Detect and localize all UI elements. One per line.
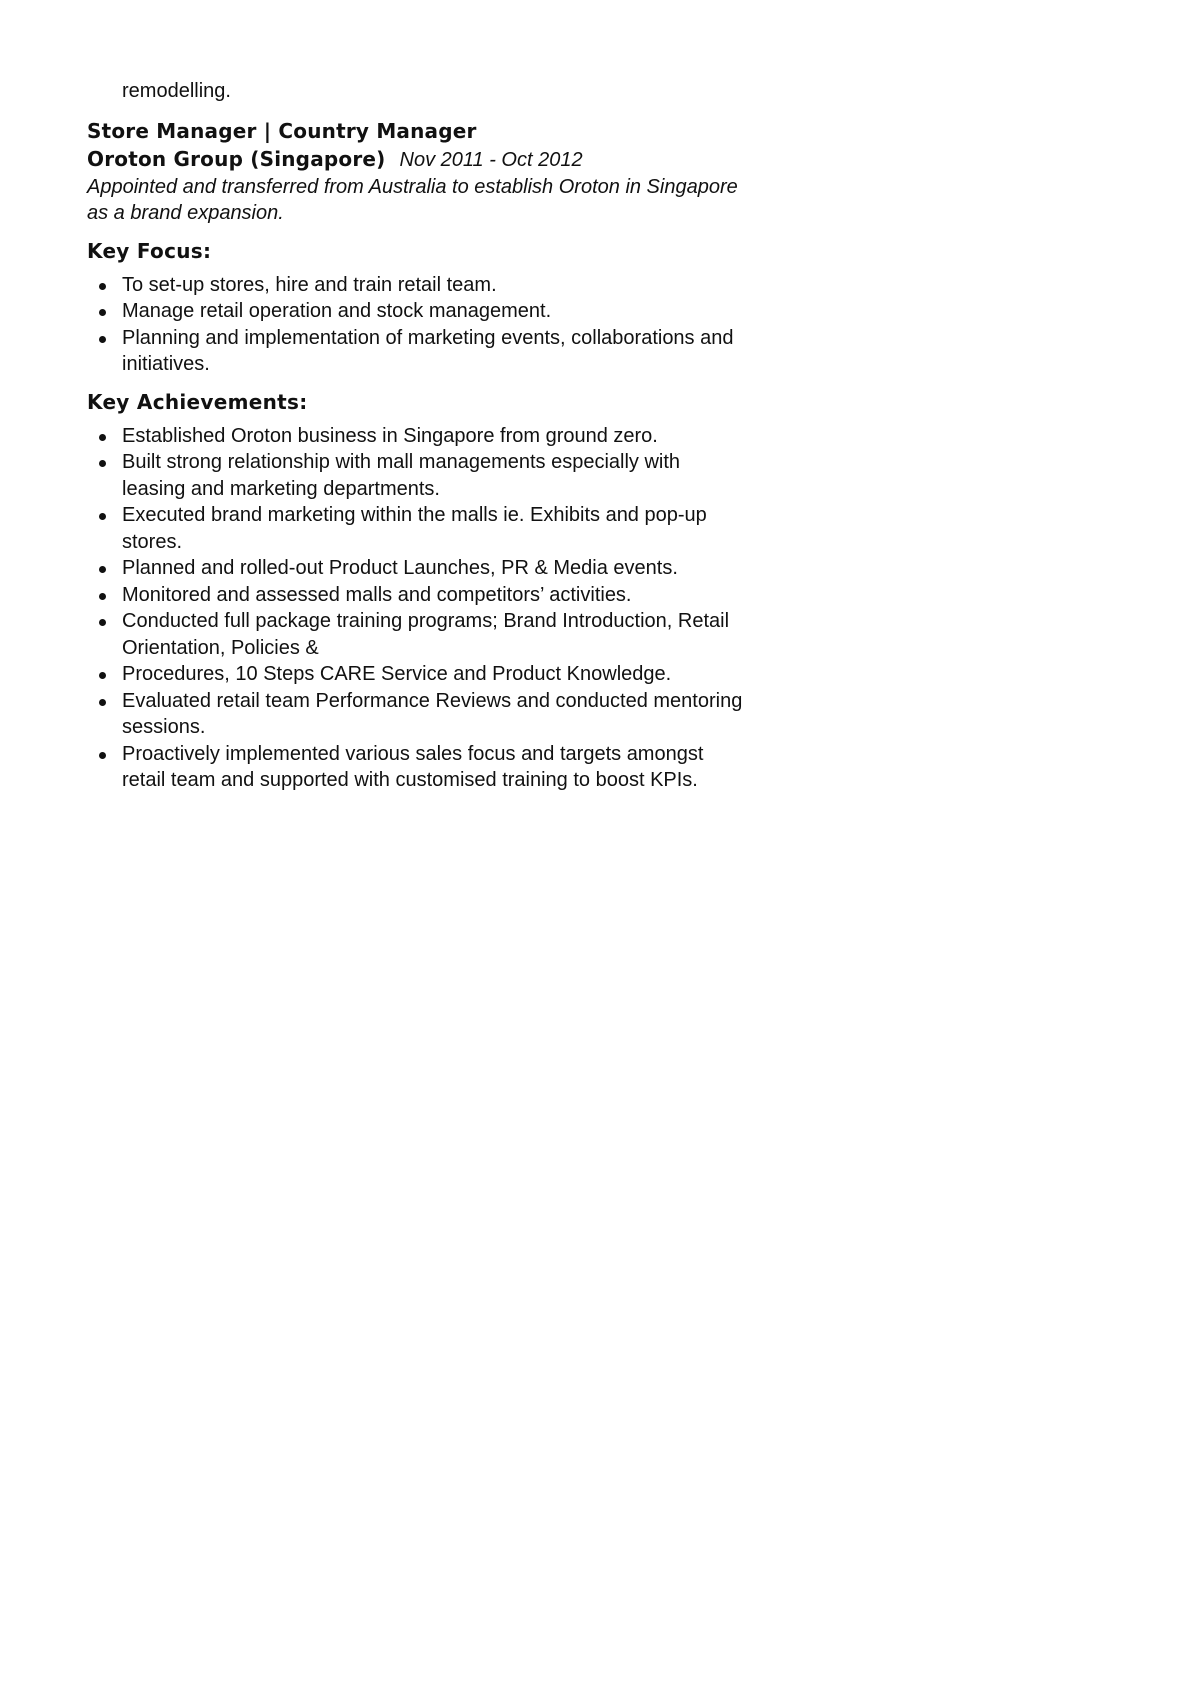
- list-item-text: Manage retail operation and stock management.: [122, 300, 552, 322]
- company-name: Oroton Group (Singapore): [87, 146, 386, 171]
- list-item-text: Procedures, 10 Steps CARE Service and Product Knowledge.: [122, 663, 672, 685]
- bullet-icon: [99, 434, 106, 441]
- list-item-text: Conducted full package training programs; Brand Introduction, Retail Orientation, Policies &: [122, 610, 730, 659]
- list-item-text: Proactively implemented various sales focus and targets amongst retail team and supported with customised training to boost KPIs.: [122, 742, 704, 791]
- list-item: [87, 449, 747, 502]
- key-achievements-list: [87, 423, 747, 794]
- list-item-text: Executed brand marketing within the malls ie. Exhibits and pop-up stores.: [122, 504, 707, 553]
- list-item: [87, 272, 747, 299]
- company-line: [87, 145, 747, 174]
- key-focus-list: [87, 272, 747, 378]
- bullet-icon: [99, 513, 106, 520]
- key-focus-heading: Key Focus:: [87, 238, 212, 263]
- list-item: [87, 423, 747, 450]
- bullet-icon: [99, 619, 106, 626]
- list-item-text: To set-up stores, hire and train retail team.: [122, 273, 497, 296]
- list-item: [87, 298, 747, 325]
- job-title: Store Manager | Country Manager: [87, 118, 477, 143]
- list-item: [87, 582, 747, 609]
- bullet-icon: [99, 752, 106, 759]
- list-item: [87, 325, 747, 378]
- bullet-icon: [99, 566, 106, 573]
- list-item-text: Monitored and assessed malls and competitors’ activities.: [122, 583, 632, 606]
- bullet-icon: [99, 460, 106, 467]
- list-item: [87, 661, 747, 688]
- job-entry: [87, 117, 747, 227]
- bullet-icon: [99, 699, 106, 706]
- list-item: [87, 555, 747, 582]
- key-achievements-heading: Key Achievements:: [87, 389, 308, 414]
- key-achievements-section: [87, 388, 747, 794]
- bullet-icon: [99, 672, 106, 679]
- job-summary: Appointed and transferred from Australia to establish Oroton in Singapore as a brand expansion.: [87, 175, 738, 224]
- list-item-text: Planned and rolled-out Product Launches, PR & Media events.: [122, 557, 678, 579]
- list-item: [87, 688, 747, 741]
- bullet-icon: [99, 336, 106, 343]
- list-item: [87, 502, 747, 555]
- list-item: [87, 741, 747, 794]
- list-item-text: Evaluated retail team Performance Reviews and conducted mentoring sessions.: [122, 689, 743, 738]
- bullet-icon: [99, 593, 106, 600]
- list-item-text: Planning and implementation of marketing events, collaborations and initiatives.: [122, 326, 734, 375]
- resume-content: [87, 78, 747, 804]
- continued-text: remodelling.: [122, 80, 231, 102]
- list-item-text: Established Oroton business in Singapore from ground zero.: [122, 424, 658, 447]
- employment-dates: Nov 2011 - Oct 2012: [399, 148, 583, 171]
- list-item: [87, 608, 747, 661]
- bullet-icon: [99, 309, 106, 316]
- list-item-text: Built strong relationship with mall managements especially with leasing and marketing departments.: [122, 451, 681, 500]
- key-focus-section: [87, 237, 747, 378]
- bullet-icon: [99, 283, 106, 290]
